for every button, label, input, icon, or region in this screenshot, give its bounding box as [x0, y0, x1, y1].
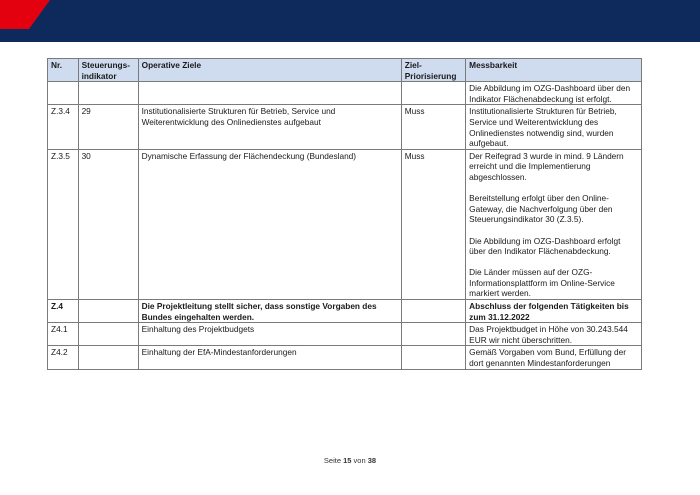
- cell-indicator: [78, 346, 138, 369]
- cell-goal: Dynamische Erfassung der Flächendeckung (Bundesland): [138, 149, 401, 299]
- cell-measure: [466, 105, 642, 149]
- table-header-row: [48, 59, 642, 82]
- current-page-number: 15: [343, 456, 352, 465]
- table-row: [48, 346, 642, 369]
- cell-priority: [401, 323, 465, 346]
- measure-text: Institutionalisierte Strukturen für Betrieb, Service und Weiterentwicklung des Onlinedienstes notwendig sind, wurden aufgebaut.: [469, 106, 617, 149]
- cell-measure: [466, 346, 642, 369]
- table-row-continuation: [48, 82, 642, 105]
- brand-red-corner: [0, 0, 50, 29]
- col-header-indicator: Steuerungs-indikator: [78, 59, 138, 82]
- cell-goal: Institutionalisierte Strukturen für Betrieb, Service und Weiterentwicklung des Onlinedienstes aufgebaut: [138, 105, 401, 149]
- cell-goal: Die Projektleitung stellt sicher, dass sonstige Vorgaben des Bundes eingehalten werden.: [138, 300, 401, 323]
- table-row-section: [48, 300, 642, 323]
- measure-text: Die Abbildung im OZG-Dashboard erfolgt über den Indikator Flächenabdeckung.: [469, 235, 621, 257]
- col-header-nr: Nr.: [48, 59, 79, 82]
- header-banner: [0, 0, 700, 42]
- cell-nr: Z4.1: [48, 323, 79, 346]
- measure-text: Der Reifegrad 3 wurde in mind. 9 Ländern erreicht und die Implementierung abgeschlossen.: [469, 150, 624, 182]
- table-row: [48, 323, 642, 346]
- col-header-goals: Operative Ziele: [138, 59, 401, 82]
- footer-prefix: Seite: [323, 456, 342, 465]
- cell-measure: [466, 149, 642, 299]
- table-row: [48, 149, 642, 299]
- total-page-number: 38: [367, 456, 377, 465]
- cell-goal: Einhaltung des Projektbudgets: [138, 323, 401, 346]
- table-row: [48, 105, 642, 149]
- cell-nr: Z.3.4: [48, 105, 79, 149]
- cell-priority: Muss: [401, 105, 465, 149]
- cell-priority: [401, 346, 465, 369]
- cell-indicator: [78, 300, 138, 323]
- cell-goal: Einhaltung der EfA-Mindestanforderungen: [138, 346, 401, 369]
- cell-indicator: 30: [78, 149, 138, 299]
- col-header-priority: Ziel-Priorisierung: [401, 59, 465, 82]
- measure-text: Das Projektbudget in Höhe von 30.243.544 EUR wir nicht überschritten.: [469, 324, 628, 345]
- footer-middle: von: [353, 456, 366, 465]
- measure-text: Abschluss der folgenden Tätigkeiten bis zum 31.12.2022: [469, 301, 629, 322]
- objectives-table: [47, 58, 642, 370]
- measure-text: Gemäß Vorgaben vom Bund, Erfüllung der dort genannten Mindestanforderungen: [469, 347, 626, 369]
- cell-priority: [401, 300, 465, 323]
- col-header-measurability: Messbarkeit: [466, 59, 642, 82]
- cell-measure: Die Abbildung im OZG-Dashboard über den Indikator Flächenabdeckung ist erfolgt.: [466, 82, 642, 105]
- cell-priority: Muss: [401, 149, 465, 299]
- cell-measure: [466, 300, 642, 323]
- cell-indicator: [78, 323, 138, 346]
- measure-text: Bereitstellung erfolgt über den Online-Gateway, die Nachverfolgung über den Steuerungsindikator 30 (Z.3.5).: [469, 193, 613, 225]
- page-footer: [0, 456, 700, 465]
- cell-nr: Z.3.5: [48, 149, 79, 299]
- cell-nr: Z.4: [48, 300, 79, 323]
- cell-measure: [466, 323, 642, 346]
- measure-text: Die Länder müssen auf der OZG-Informationsplattform im Online-Service markiert werden.: [469, 267, 615, 299]
- cell-indicator: 29: [78, 105, 138, 149]
- cell-nr: Z4.2: [48, 346, 79, 369]
